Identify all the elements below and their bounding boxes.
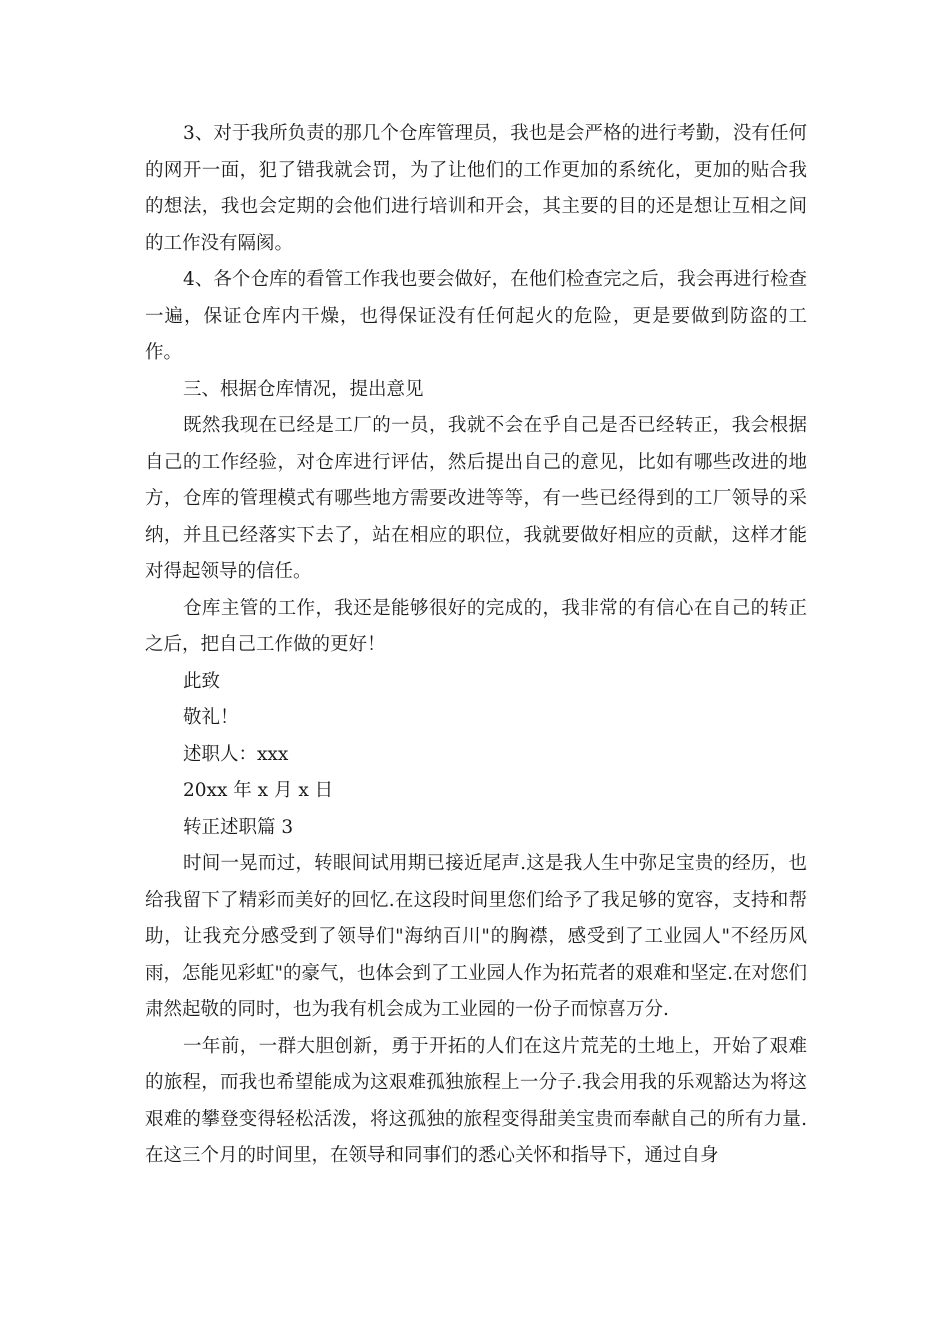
paragraph-journey: 一年前，一群大胆创新，勇于开拓的人们在这片荒芜的土地上，开始了艰难的旅程，而我也希望能成为这艰难孤独旅程上一分子.我会用我的乐观豁达为将这艰难的攀登变得轻松活泼，将这孤独的旅程变得甜美宝贵而奉献自己的所有力量.在这三个月的时间里，在领导和同事们的悉心关怀和指导下，通过自身 xyxy=(145,1035,807,1166)
section-title: 转正述职篇 3 xyxy=(183,816,294,838)
section-heading-suggestions: 三、根据仓库情况，提出意见 xyxy=(183,378,424,400)
date-line: 20xx 年 x 月 x 日 xyxy=(183,780,334,801)
paragraph-attendance: 3、对于我所负责的那几个仓库管理员，我也是会严格的进行考勤，没有任何的网开一面，犯了错我就会罚，为了让他们的工作更加的系统化，更加的贴合我的想法，我也会定期的会他们进行培训和开会，其主要的目的还是想让互相之间的工作没有隔阂。 xyxy=(145,123,807,254)
document-body xyxy=(145,116,807,1175)
paragraph-inspection: 4、各个仓库的看管工作我也要会做好，在他们检查完之后，我会再进行检查一遍，保证仓库内干燥，也得保证没有任何起火的危险，更是要做到防盗的工作。 xyxy=(145,269,807,363)
paragraph-probation: 时间一晃而过，转眼间试用期已接近尾声.这是我人生中弥足宝贵的经历，也给我留下了精彩而美好的回忆.在这段时间里您们给予了我足够的宽容，支持和帮助，让我充分感受到了领导们"海纳百川"的胸襟，感受到了工业园人"不经历风雨，怎能见彩虹"的豪气，也体会到了工业园人作为拓荒者的艰难和坚定.在对您们肃然起敬的同时，也为我有机会成为工业园的一份子而惊喜万分. xyxy=(145,853,807,1020)
closing-salutation: 此致 xyxy=(183,670,221,692)
paragraph-confidence: 仓库主管的工作，我还是能够很好的完成的，我非常的有信心在自己的转正之后，把自己工作做的更好！ xyxy=(145,597,807,655)
closing-regards: 敬礼！ xyxy=(183,707,239,728)
signer-line: 述职人：xxx xyxy=(183,743,289,765)
paragraph-evaluation: 既然我现在已经是工厂的一员，我就不会在乎自己是否已经转正，我会根据自己的工作经验，对仓库进行评估，然后提出自己的意见，比如有哪些改进的地方，仓库的管理模式有哪些地方需要改进等等，有一些已经得到的工厂领导的采纳，并且已经落实下去了，站在相应的职位，我就要做好相应的贡献，这样才能对得起领导的信任。 xyxy=(145,415,807,582)
